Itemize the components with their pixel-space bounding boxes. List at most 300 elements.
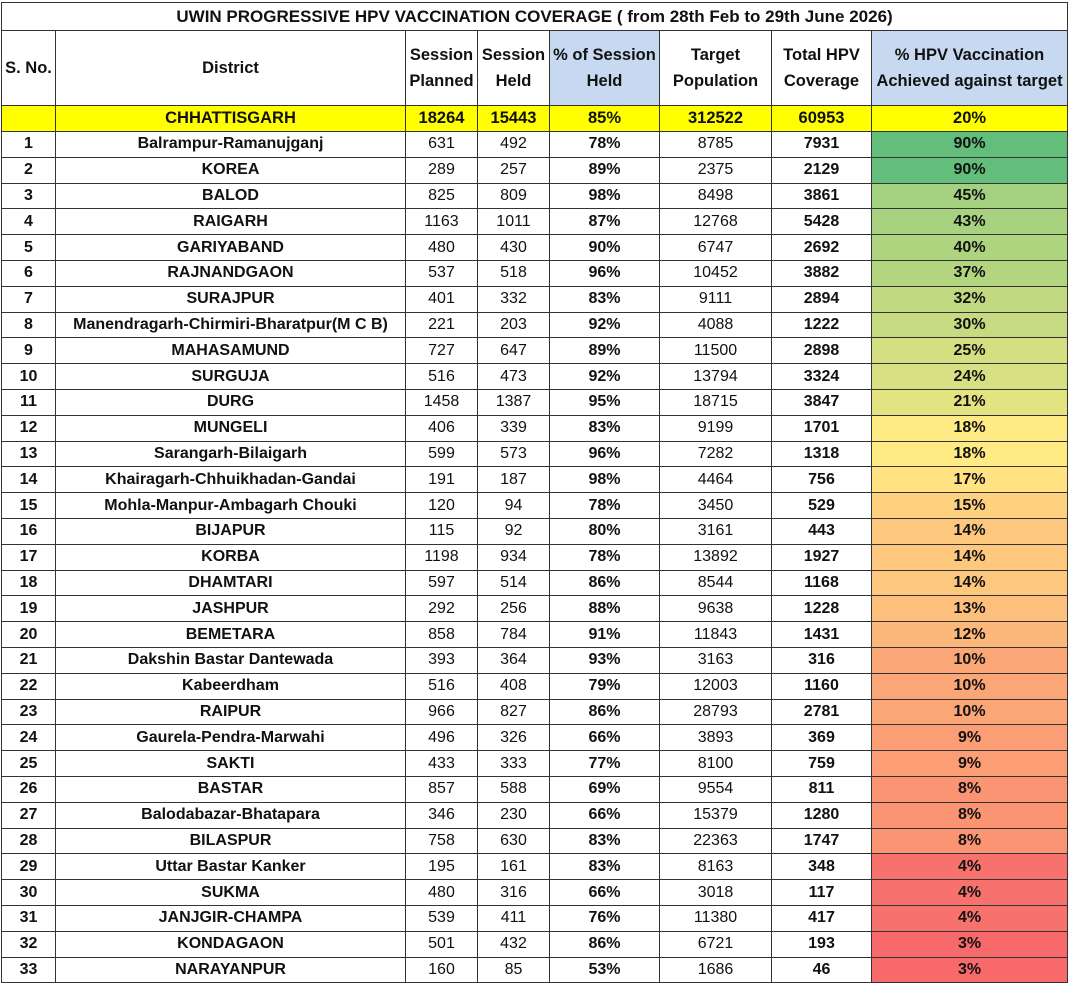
row-pct-session-held: 66% — [550, 880, 660, 906]
row-session-planned: 120 — [406, 493, 478, 519]
table-row — [2, 157, 1068, 183]
header-district: District — [56, 31, 406, 106]
row-total-coverage: 1431 — [772, 622, 872, 648]
row-target-population: 2375 — [660, 157, 772, 183]
table-row — [2, 802, 1068, 828]
row-session-planned: 599 — [406, 441, 478, 467]
row-district: Sarangarh-Bilaigarh — [56, 441, 406, 467]
row-total-coverage: 3861 — [772, 183, 872, 209]
row-pct-session-held: 83% — [550, 286, 660, 312]
row-session-planned: 221 — [406, 312, 478, 338]
row-pct-session-held: 93% — [550, 647, 660, 673]
state-pct-held: 85% — [550, 106, 660, 132]
row-session-planned: 966 — [406, 699, 478, 725]
row-total-coverage: 529 — [772, 493, 872, 519]
row-target-population: 3163 — [660, 647, 772, 673]
row-pct-achieved: 32% — [872, 286, 1068, 312]
row-sno: 23 — [2, 699, 56, 725]
row-district: BASTAR — [56, 776, 406, 802]
header-session-held — [478, 31, 550, 106]
row-total-coverage: 3324 — [772, 364, 872, 390]
row-district: DHAMTARI — [56, 570, 406, 596]
header-pct-session-held-line1: % of Session — [553, 46, 656, 64]
table-row — [2, 286, 1068, 312]
table-row — [2, 338, 1068, 364]
row-district: RAJNANDGAON — [56, 260, 406, 286]
row-district: Balrampur-Ramanujganj — [56, 132, 406, 158]
row-pct-achieved: 4% — [872, 854, 1068, 880]
row-pct-achieved: 3% — [872, 957, 1068, 983]
table-row — [2, 905, 1068, 931]
table-row — [2, 699, 1068, 725]
row-target-population: 8785 — [660, 132, 772, 158]
district-rows — [2, 132, 1068, 983]
row-sno: 17 — [2, 544, 56, 570]
row-sno: 33 — [2, 957, 56, 983]
row-session-held: 257 — [478, 157, 550, 183]
row-target-population: 9554 — [660, 776, 772, 802]
row-pct-achieved: 43% — [872, 209, 1068, 235]
row-sno: 21 — [2, 647, 56, 673]
row-target-population: 18715 — [660, 389, 772, 415]
row-total-coverage: 3847 — [772, 389, 872, 415]
row-sno: 12 — [2, 415, 56, 441]
row-district: BIJAPUR — [56, 518, 406, 544]
row-session-planned: 401 — [406, 286, 478, 312]
row-pct-achieved: 8% — [872, 828, 1068, 854]
row-sno: 30 — [2, 880, 56, 906]
row-total-coverage: 417 — [772, 905, 872, 931]
row-session-held: 573 — [478, 441, 550, 467]
row-pct-session-held: 86% — [550, 570, 660, 596]
row-pct-session-held: 79% — [550, 673, 660, 699]
row-district: KONDAGAON — [56, 931, 406, 957]
row-target-population: 7282 — [660, 441, 772, 467]
table-row — [2, 467, 1068, 493]
row-total-coverage: 7931 — [772, 132, 872, 158]
row-sno: 32 — [2, 931, 56, 957]
row-sno: 2 — [2, 157, 56, 183]
row-session-held: 1387 — [478, 389, 550, 415]
table-row — [2, 415, 1068, 441]
row-pct-session-held: 89% — [550, 157, 660, 183]
row-pct-achieved: 8% — [872, 802, 1068, 828]
row-total-coverage: 2692 — [772, 235, 872, 261]
row-session-held: 161 — [478, 854, 550, 880]
coverage-table — [1, 2, 1068, 983]
row-pct-achieved: 10% — [872, 699, 1068, 725]
row-pct-achieved: 9% — [872, 725, 1068, 751]
row-district: Gaurela-Pendra-Marwahi — [56, 725, 406, 751]
row-pct-session-held: 80% — [550, 518, 660, 544]
row-pct-session-held: 98% — [550, 183, 660, 209]
row-session-planned: 597 — [406, 570, 478, 596]
row-target-population: 4464 — [660, 467, 772, 493]
table-row — [2, 776, 1068, 802]
row-pct-session-held: 96% — [550, 260, 660, 286]
row-session-held: 1011 — [478, 209, 550, 235]
row-sno: 14 — [2, 467, 56, 493]
header-target-population-line2: Population — [672, 72, 759, 90]
row-target-population: 13794 — [660, 364, 772, 390]
row-pct-achieved: 18% — [872, 441, 1068, 467]
row-total-coverage: 1747 — [772, 828, 872, 854]
row-sno: 22 — [2, 673, 56, 699]
row-session-planned: 289 — [406, 157, 478, 183]
row-session-planned: 501 — [406, 931, 478, 957]
row-sno: 15 — [2, 493, 56, 519]
table-row — [2, 209, 1068, 235]
row-pct-session-held: 83% — [550, 828, 660, 854]
table-row — [2, 364, 1068, 390]
row-sno: 24 — [2, 725, 56, 751]
row-pct-achieved: 8% — [872, 776, 1068, 802]
row-session-planned: 537 — [406, 260, 478, 286]
row-session-held: 408 — [478, 673, 550, 699]
row-pct-achieved: 90% — [872, 132, 1068, 158]
state-planned: 18264 — [406, 106, 478, 132]
table-row — [2, 260, 1068, 286]
row-total-coverage: 2129 — [772, 157, 872, 183]
row-pct-session-held: 69% — [550, 776, 660, 802]
row-pct-achieved: 4% — [872, 880, 1068, 906]
table-row — [2, 931, 1068, 957]
row-pct-session-held: 86% — [550, 931, 660, 957]
row-pct-achieved: 14% — [872, 570, 1068, 596]
row-target-population: 1686 — [660, 957, 772, 983]
row-sno: 13 — [2, 441, 56, 467]
table-row — [2, 183, 1068, 209]
row-pct-achieved: 14% — [872, 518, 1068, 544]
row-pct-session-held: 98% — [550, 467, 660, 493]
header-sno: S. No. — [2, 31, 56, 106]
row-session-held: 432 — [478, 931, 550, 957]
row-session-planned: 160 — [406, 957, 478, 983]
row-session-held: 473 — [478, 364, 550, 390]
row-sno: 28 — [2, 828, 56, 854]
state-sno-cell — [2, 106, 56, 132]
row-pct-achieved: 90% — [872, 157, 1068, 183]
row-total-coverage: 316 — [772, 647, 872, 673]
row-pct-achieved: 24% — [872, 364, 1068, 390]
row-sno: 1 — [2, 132, 56, 158]
row-pct-session-held: 78% — [550, 132, 660, 158]
row-session-held: 518 — [478, 260, 550, 286]
row-total-coverage: 443 — [772, 518, 872, 544]
row-target-population: 3161 — [660, 518, 772, 544]
row-district: Uttar Bastar Kanker — [56, 854, 406, 880]
header-pct-achieved-line2: Achieved against target — [876, 72, 1063, 90]
row-total-coverage: 1927 — [772, 544, 872, 570]
state-achieved: 20% — [872, 106, 1068, 132]
row-pct-achieved: 40% — [872, 235, 1068, 261]
row-district: Mohla-Manpur-Ambagarh Chouki — [56, 493, 406, 519]
row-total-coverage: 3882 — [772, 260, 872, 286]
table-row — [2, 518, 1068, 544]
row-pct-achieved: 13% — [872, 596, 1068, 622]
row-pct-session-held: 66% — [550, 802, 660, 828]
row-target-population: 11500 — [660, 338, 772, 364]
row-session-planned: 480 — [406, 880, 478, 906]
row-district: MAHASAMUND — [56, 338, 406, 364]
row-total-coverage: 759 — [772, 751, 872, 777]
table-row — [2, 622, 1068, 648]
state-coverage: 60953 — [772, 106, 872, 132]
row-district: Dakshin Bastar Dantewada — [56, 647, 406, 673]
table-row — [2, 493, 1068, 519]
row-district: GARIYABAND — [56, 235, 406, 261]
row-total-coverage: 811 — [772, 776, 872, 802]
row-district: SURAJPUR — [56, 286, 406, 312]
row-target-population: 6747 — [660, 235, 772, 261]
state-target: 312522 — [660, 106, 772, 132]
row-total-coverage: 2898 — [772, 338, 872, 364]
row-total-coverage: 1280 — [772, 802, 872, 828]
table-row — [2, 441, 1068, 467]
header-row — [2, 31, 1068, 106]
row-session-held: 809 — [478, 183, 550, 209]
row-sno: 10 — [2, 364, 56, 390]
row-sno: 31 — [2, 905, 56, 931]
header-pct-achieved-line1: % HPV Vaccination — [894, 46, 1045, 64]
row-session-planned: 496 — [406, 725, 478, 751]
row-district: BEMETARA — [56, 622, 406, 648]
row-session-held: 647 — [478, 338, 550, 364]
state-held: 15443 — [478, 106, 550, 132]
row-session-held: 332 — [478, 286, 550, 312]
coverage-sheet — [1, 2, 1067, 983]
row-session-held: 187 — [478, 467, 550, 493]
row-sno: 11 — [2, 389, 56, 415]
table-row — [2, 570, 1068, 596]
header-total-hpv-coverage-line2: Coverage — [783, 72, 860, 90]
row-target-population: 8498 — [660, 183, 772, 209]
table-row — [2, 235, 1068, 261]
table-title: UWIN PROGRESSIVE HPV VACCINATION COVERAGE ( from 28th Feb to 29th June 2026) — [2, 3, 1068, 31]
header-pct-session-held — [550, 31, 660, 106]
row-total-coverage: 2781 — [772, 699, 872, 725]
row-district: Manendragarh-Chirmiri-Bharatpur(M C B) — [56, 312, 406, 338]
row-pct-achieved: 15% — [872, 493, 1068, 519]
row-total-coverage: 1168 — [772, 570, 872, 596]
row-session-planned: 191 — [406, 467, 478, 493]
row-pct-session-held: 92% — [550, 364, 660, 390]
header-session-planned — [406, 31, 478, 106]
row-pct-session-held: 83% — [550, 415, 660, 441]
row-session-held: 827 — [478, 699, 550, 725]
row-target-population: 6721 — [660, 931, 772, 957]
row-target-population: 9199 — [660, 415, 772, 441]
row-target-population: 3450 — [660, 493, 772, 519]
row-target-population: 11843 — [660, 622, 772, 648]
header-total-hpv-coverage-line1: Total HPV — [783, 46, 860, 64]
table-row — [2, 751, 1068, 777]
table-row — [2, 647, 1068, 673]
row-district: Kabeerdham — [56, 673, 406, 699]
row-district: BALOD — [56, 183, 406, 209]
row-session-held: 316 — [478, 880, 550, 906]
row-pct-session-held: 53% — [550, 957, 660, 983]
table-row — [2, 725, 1068, 751]
row-session-planned: 1163 — [406, 209, 478, 235]
header-session-planned-line2: Planned — [409, 72, 474, 90]
row-session-held: 411 — [478, 905, 550, 931]
row-pct-achieved: 9% — [872, 751, 1068, 777]
row-pct-session-held: 88% — [550, 596, 660, 622]
row-session-planned: 516 — [406, 364, 478, 390]
table-row — [2, 673, 1068, 699]
row-total-coverage: 1228 — [772, 596, 872, 622]
header-target-population — [660, 31, 772, 106]
row-total-coverage: 369 — [772, 725, 872, 751]
row-pct-achieved: 17% — [872, 467, 1068, 493]
row-session-held: 339 — [478, 415, 550, 441]
row-total-coverage: 5428 — [772, 209, 872, 235]
row-pct-achieved: 10% — [872, 673, 1068, 699]
row-district: JASHPUR — [56, 596, 406, 622]
row-sno: 4 — [2, 209, 56, 235]
row-session-planned: 858 — [406, 622, 478, 648]
state-total-row — [2, 106, 1068, 132]
row-session-planned: 346 — [406, 802, 478, 828]
row-session-planned: 433 — [406, 751, 478, 777]
row-session-planned: 825 — [406, 183, 478, 209]
row-session-held: 85 — [478, 957, 550, 983]
row-target-population: 8544 — [660, 570, 772, 596]
row-pct-achieved: 30% — [872, 312, 1068, 338]
row-total-coverage: 1318 — [772, 441, 872, 467]
row-district: NARAYANPUR — [56, 957, 406, 983]
row-district: MUNGELI — [56, 415, 406, 441]
row-target-population: 8100 — [660, 751, 772, 777]
row-pct-achieved: 21% — [872, 389, 1068, 415]
row-total-coverage: 2894 — [772, 286, 872, 312]
header-session-held-line1: Session — [481, 46, 546, 64]
row-sno: 26 — [2, 776, 56, 802]
row-target-population: 3018 — [660, 880, 772, 906]
row-district: SAKTI — [56, 751, 406, 777]
row-target-population: 10452 — [660, 260, 772, 286]
row-session-planned: 115 — [406, 518, 478, 544]
row-sno: 9 — [2, 338, 56, 364]
row-total-coverage: 1701 — [772, 415, 872, 441]
row-pct-session-held: 90% — [550, 235, 660, 261]
row-total-coverage: 117 — [772, 880, 872, 906]
row-pct-achieved: 3% — [872, 931, 1068, 957]
header-pct-session-held-line2: Held — [586, 72, 623, 90]
table-row — [2, 389, 1068, 415]
row-target-population: 12003 — [660, 673, 772, 699]
table-row — [2, 544, 1068, 570]
row-pct-achieved: 37% — [872, 260, 1068, 286]
row-session-held: 492 — [478, 132, 550, 158]
row-session-held: 430 — [478, 235, 550, 261]
row-pct-achieved: 4% — [872, 905, 1068, 931]
row-session-held: 333 — [478, 751, 550, 777]
row-district: SUKMA — [56, 880, 406, 906]
table-row — [2, 854, 1068, 880]
row-district: KOREA — [56, 157, 406, 183]
row-total-coverage: 46 — [772, 957, 872, 983]
row-pct-session-held: 92% — [550, 312, 660, 338]
row-district: JANJGIR-CHAMPA — [56, 905, 406, 931]
row-pct-achieved: 45% — [872, 183, 1068, 209]
row-target-population: 4088 — [660, 312, 772, 338]
row-target-population: 13892 — [660, 544, 772, 570]
row-sno: 7 — [2, 286, 56, 312]
row-session-planned: 727 — [406, 338, 478, 364]
row-pct-achieved: 12% — [872, 622, 1068, 648]
row-session-planned: 539 — [406, 905, 478, 931]
row-session-held: 784 — [478, 622, 550, 648]
row-session-planned: 292 — [406, 596, 478, 622]
row-pct-session-held: 66% — [550, 725, 660, 751]
row-target-population: 3893 — [660, 725, 772, 751]
row-session-held: 326 — [478, 725, 550, 751]
row-session-planned: 516 — [406, 673, 478, 699]
row-session-held: 588 — [478, 776, 550, 802]
row-session-planned: 406 — [406, 415, 478, 441]
row-pct-session-held: 86% — [550, 699, 660, 725]
header-target-population-line1: Target — [690, 46, 741, 64]
row-total-coverage: 756 — [772, 467, 872, 493]
row-total-coverage: 348 — [772, 854, 872, 880]
row-pct-session-held: 91% — [550, 622, 660, 648]
table-row — [2, 132, 1068, 158]
header-total-hpv-coverage — [772, 31, 872, 106]
row-pct-session-held: 96% — [550, 441, 660, 467]
row-session-planned: 195 — [406, 854, 478, 880]
row-district: RAIGARH — [56, 209, 406, 235]
row-sno: 6 — [2, 260, 56, 286]
row-pct-session-held: 78% — [550, 544, 660, 570]
row-target-population: 11380 — [660, 905, 772, 931]
row-sno: 29 — [2, 854, 56, 880]
row-district: BILASPUR — [56, 828, 406, 854]
row-session-held: 92 — [478, 518, 550, 544]
row-sno: 20 — [2, 622, 56, 648]
row-total-coverage: 1160 — [772, 673, 872, 699]
row-pct-achieved: 14% — [872, 544, 1068, 570]
header-session-planned-line1: Session — [409, 46, 474, 64]
row-pct-session-held: 78% — [550, 493, 660, 519]
row-sno: 25 — [2, 751, 56, 777]
row-session-held: 514 — [478, 570, 550, 596]
row-sno: 18 — [2, 570, 56, 596]
row-session-held: 256 — [478, 596, 550, 622]
table-row — [2, 828, 1068, 854]
row-pct-session-held: 87% — [550, 209, 660, 235]
row-district: DURG — [56, 389, 406, 415]
row-sno: 8 — [2, 312, 56, 338]
row-pct-achieved: 25% — [872, 338, 1068, 364]
row-session-held: 934 — [478, 544, 550, 570]
row-district: KORBA — [56, 544, 406, 570]
row-session-planned: 393 — [406, 647, 478, 673]
row-session-held: 94 — [478, 493, 550, 519]
row-pct-session-held: 95% — [550, 389, 660, 415]
row-session-held: 230 — [478, 802, 550, 828]
row-district: RAIPUR — [56, 699, 406, 725]
table-row — [2, 957, 1068, 983]
row-pct-session-held: 77% — [550, 751, 660, 777]
table-row — [2, 880, 1068, 906]
row-session-planned: 480 — [406, 235, 478, 261]
row-sno: 19 — [2, 596, 56, 622]
row-target-population: 28793 — [660, 699, 772, 725]
row-target-population: 12768 — [660, 209, 772, 235]
row-sno: 5 — [2, 235, 56, 261]
